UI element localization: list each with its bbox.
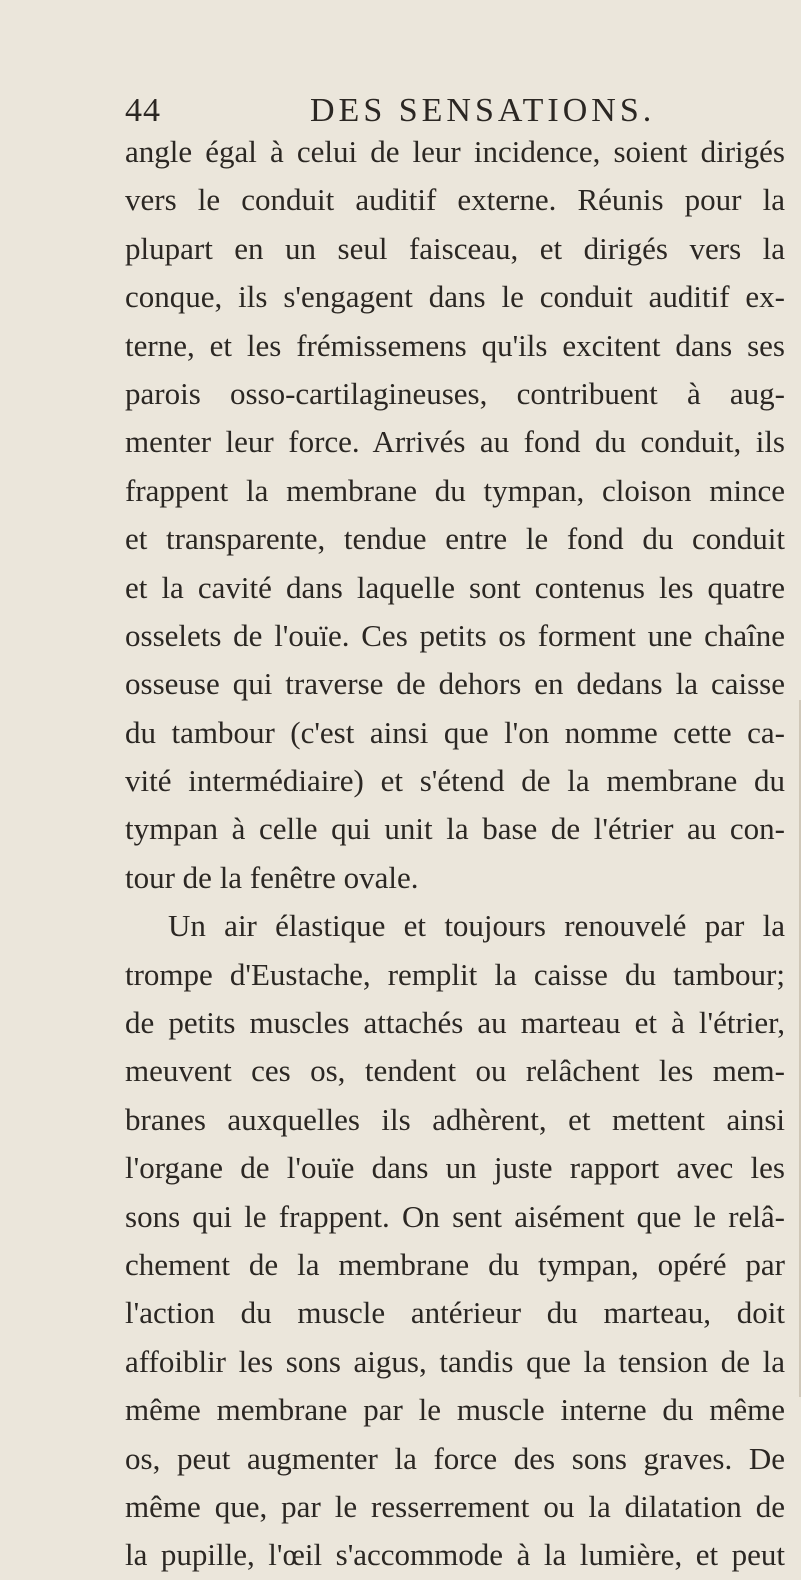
paragraph-start-line: Un air élastique et toujours renouvelé par la: [168, 908, 785, 944]
text-line: osselets de l'ouïe. Ces petits os forment une chaîne: [125, 617, 785, 653]
text-line: tympan à celle qui unit la base de l'étrier au con-: [125, 811, 785, 847]
text-line: tour de la fenêtre ovale.: [125, 859, 419, 895]
text-line: terne, et les frémissemens qu'ils excitent dans ses: [125, 327, 785, 363]
running-title: DES SENSATIONS.: [310, 92, 656, 129]
text-line: l'organe de l'ouïe dans un juste rapport avec les: [125, 1150, 785, 1186]
text-line: chement de la membrane du tympan, opéré par: [125, 1246, 785, 1282]
text-line: du tambour (c'est ainsi que l'on nomme cette ca-: [125, 714, 785, 750]
text-line: vité intermédiaire) et s'étend de la membrane du: [125, 763, 785, 799]
text-line: même que, par le resserrement ou la dilatation de: [125, 1488, 785, 1524]
text-line: de petits muscles attachés au marteau et à l'étrier,: [125, 1005, 785, 1041]
text-line: l'action du muscle antérieur du marteau, doit: [125, 1295, 785, 1331]
text-line: la pupille, l'œil s'accommode à la lumière, et peut: [125, 1537, 785, 1573]
text-line: et la cavité dans laquelle sont contenus les quatre: [125, 569, 785, 605]
text-line: trompe d'Eustache, remplit la caisse du tambour;: [125, 956, 785, 992]
text-line: conque, ils s'engagent dans le conduit auditif ex-: [125, 279, 785, 315]
text-line: affoiblir les sons aigus, tandis que la tension de la: [125, 1343, 785, 1379]
text-line: branes auxquelles ils adhèrent, et mettent ainsi: [125, 1101, 785, 1137]
text-line: vers le conduit auditif externe. Réunis pour la: [125, 182, 785, 218]
text-line: sons qui le frappent. On sent aisément que le relâ-: [125, 1198, 785, 1234]
text-line: menter leur force. Arrivés au fond du conduit, ils: [125, 424, 785, 460]
text-line: même membrane par le muscle interne du même: [125, 1392, 785, 1428]
text-line: angle égal à celui de leur incidence, soient dirigés: [125, 134, 785, 169]
text-line: frappent la membrane du tympan, cloison mince: [125, 472, 785, 508]
text-line: parois osso-cartilagineuses, contribuent à aug-: [125, 375, 785, 411]
text-line: osseuse qui traverse de dehors en dedans la caisse: [125, 666, 785, 702]
text-line: os, peut augmenter la force des sons graves. De: [125, 1440, 785, 1476]
body-text: [125, 128, 785, 1580]
text-line: et transparente, tendue entre le fond du conduit: [125, 521, 785, 557]
text-line: meuvent ces os, tendent ou relâchent les mem-: [125, 1053, 785, 1089]
page-number: 44: [125, 92, 161, 129]
text-line: plupart en un seul faisceau, et dirigés vers la: [125, 230, 785, 266]
